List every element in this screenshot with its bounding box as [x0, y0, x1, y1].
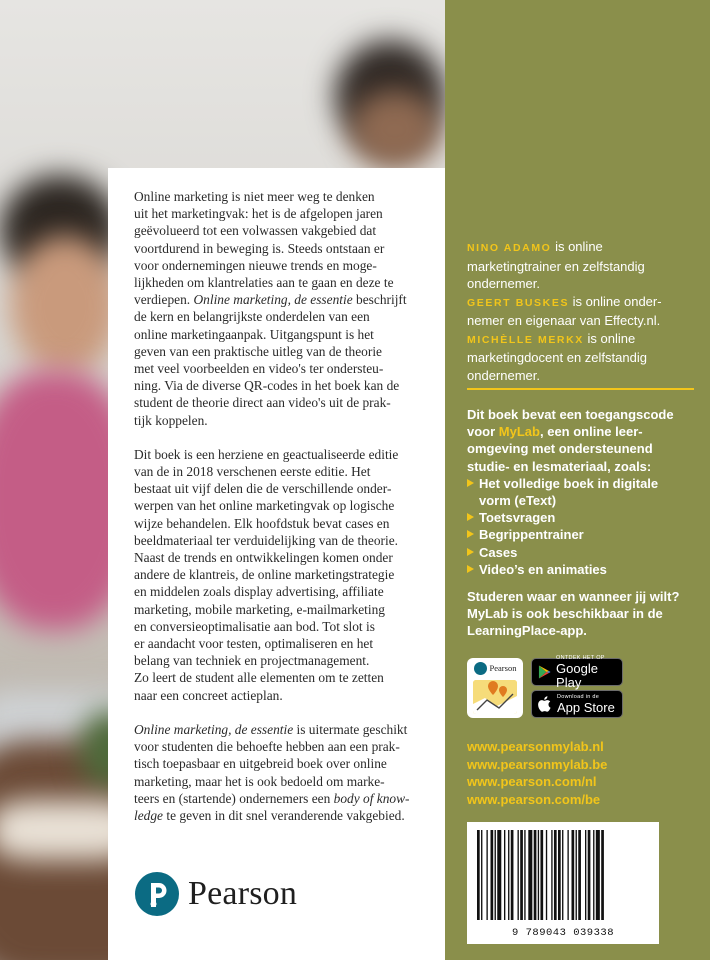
info-column [445, 0, 710, 960]
barcode-bar [538, 830, 539, 920]
barcode-bar [578, 830, 581, 920]
apple-icon [538, 696, 552, 712]
author-1: NINO ADAMO is online marketingtrainer en zelfstandig ondernemer. [467, 239, 645, 291]
barcode-bar [588, 830, 591, 920]
barcode-bar [524, 830, 525, 920]
list-item: Begrippentrainer [467, 526, 702, 543]
barcode-bar [593, 830, 594, 920]
list-item: Het volledige boek in digitale vorm (eText) [467, 475, 702, 509]
barcode-bar [508, 830, 509, 920]
barcode-bar [572, 830, 575, 920]
barcode-bar [576, 830, 577, 920]
website-links [467, 738, 702, 808]
section-divider [467, 388, 694, 390]
barcode-bar [491, 830, 494, 920]
pearson-logo [134, 868, 297, 920]
learningplace-app-icon: Pearson [467, 658, 523, 718]
description-panel [108, 168, 445, 960]
pearson-p-icon [134, 871, 180, 917]
barcode-bar [558, 830, 561, 920]
photo-person-back-face [350, 90, 440, 170]
barcode-bar [554, 830, 557, 920]
author-3: MICHÈLLE MERKX is online marketingdocent en zelfstandig ondernemer. [467, 330, 647, 383]
barcode-bar [534, 830, 537, 920]
author-2: GEERT BUSKES is online onder- nemer en eigenaar van Effecty.nl. [467, 293, 662, 328]
map-pin-icon [473, 680, 517, 714]
mylab-brand: MyLab [498, 424, 540, 440]
isbn-barcode [467, 822, 659, 944]
barcode-bar [511, 830, 514, 920]
barcode-bar [518, 830, 519, 920]
barcode-bars [475, 830, 651, 922]
barcode-bar [551, 830, 552, 920]
barcode-bar [546, 830, 547, 920]
description-text [134, 188, 438, 841]
list-item: Toetsvragen [467, 509, 702, 526]
link-pearsonmylab-be[interactable]: www.pearsonmylab.be [467, 756, 608, 772]
list-item: Cases [467, 544, 702, 561]
barcode-bar [585, 830, 586, 920]
list-item: Video’s en animaties [467, 561, 702, 578]
pearson-dot-icon [474, 662, 487, 675]
paragraph-3: Online marketing, de essentie is uitermate geschikt voor studenten die behoefte hebben aan een prak- tisch toepasbaar en uitgebreid boek over online marketing, maar het is ook bedoeld om marke- teers en (startende) ondernemers een body of know- ledge te geven in dit snel veranderende vakgebied. [134, 721, 410, 823]
barcode-bar [562, 830, 563, 920]
link-pearson-nl[interactable]: www.pearson.com/nl [467, 774, 597, 789]
book-title-italic: Online marketing, de essentie [193, 292, 353, 308]
barcode-bar [486, 830, 487, 920]
bullet-triangle-icon [467, 513, 474, 521]
photo-person-front-face [10, 235, 120, 375]
app-availability-text: Studeren waar en wanneer jij wilt? MyLab is ook beschikbaar in de LearningPlace-app. [467, 589, 680, 639]
barcode-bar [504, 830, 505, 920]
barcode-bar [528, 830, 532, 920]
author-bios [467, 238, 699, 384]
barcode-bar [601, 830, 604, 920]
barcode-bar [540, 830, 543, 920]
bullet-triangle-icon [467, 530, 474, 538]
barcode-bar [497, 830, 501, 920]
link-pearsonmylab-nl[interactable]: www.pearsonmylab.nl [467, 739, 604, 754]
paragraph-1: Online marketing is niet meer weg te denken uit het marketingvak: het is de afgelopen jaren geëvolueerd tot een volwassen vakgebied dat voortdurend in beweging is. Steeds ontstaan er voor ondernemingen nieuwe trends en moge- lijkheden om klantrelaties aan te gaan en deze te verdiepen. Online marketing, de essentie beschrijft de kern en belangrijkste onderdelen van een online marketingaanpak. Uitgangspunt is het geven van een praktische uitleg van de theorie met veel voorbeelden en video's ter ondersteu- ning. Via de diverse QR-codes in het boek kan de student de theorie direct aan video's uit de prak- tijk koppelen. [134, 189, 407, 428]
bullet-triangle-icon [467, 565, 474, 573]
bullet-triangle-icon [467, 548, 474, 556]
barcode-digits: 9 789043 039338 [511, 927, 614, 939]
pearson-wordmark: Pearson [188, 875, 298, 912]
barcode-bar [567, 830, 568, 920]
paragraph-2: Dit boek is een herziene en geactualiseerde editie van de in 2018 verschenen eerste editie. Het bestaat uit vijf delen die de verschillende onder- werpen van het online marketingvak op logische wijze behandelen. Elk hoofdstuk bevat cases en beeldmateriaal ter verduidelijking van de theorie. Naast de trends en ontwikkelingen komen onder andere de klantreis, de online marketingstrategie en middelen zoals display advertising, affiliate marketing, mobile marketing, e-mailmarketing en conversieoptimalisatie aan bod. Tot slot is er aandacht voor testen, optimaliseren en het belang van techniek en projectmanagement. Zo leert de student alle elementen om te zetten naar een concreet actieplan. [134, 446, 399, 703]
barcode-bar [477, 830, 480, 920]
mylab-info: Dit boek bevat een toegangscode voor MyLab, een online leer- omgeving met ondersteunend studie- en lesmateriaal, zoals: Het volledige boek in digitale vorm (eText) Toetsvragen Begrippentrainer Cases Video’s en animaties [467, 406, 702, 578]
app-store-badge[interactable]: Download in de App Store [531, 690, 623, 718]
google-play-badge[interactable]: ONTDEK HET OP Google Play [531, 658, 623, 686]
google-play-icon [538, 664, 551, 680]
barcode-bar [481, 830, 482, 920]
barcode-bar [596, 830, 600, 920]
bullet-triangle-icon [467, 479, 474, 487]
barcode-bar [495, 830, 496, 920]
mylab-feature-list [467, 475, 702, 578]
barcode-bar [520, 830, 523, 920]
link-pearson-be[interactable]: www.pearson.com/be [467, 791, 601, 807]
